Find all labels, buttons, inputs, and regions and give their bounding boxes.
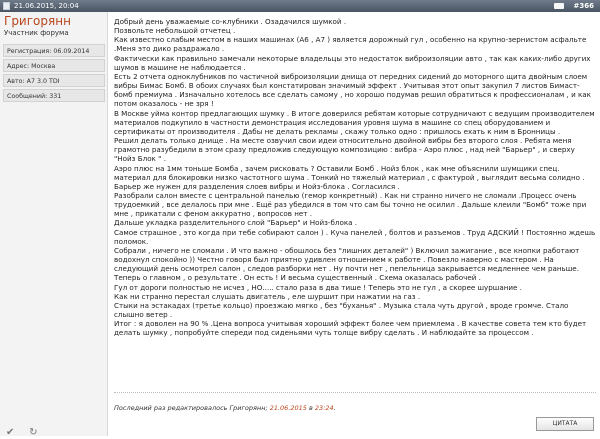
reply-icon[interactable]: ↻: [29, 427, 38, 438]
post-number-link[interactable]: #366: [573, 2, 594, 10]
quote-button[interactable]: ЦИТАТА: [536, 417, 594, 431]
post-header-bar: [0, 0, 600, 12]
edited-suffix: .: [333, 404, 336, 412]
post-paragraph: Гул от дороги полностью не исчез , НО..... стало раза в два тише ! Теперь это не гул , а скорее шуршание .: [114, 282, 522, 292]
post-paragraph: Аэро плюс на 1мм тоньше Бомба , зачем рисковать ? Оставили Бомб . Нойз блок , как мне объяснили шумщики спец. материал для блокировки низко частотного шума . Тонкий но тяжелый материал , с фактурой , выглядит весьма солидно . Барьер же нужен для разделения слоев вибры и Нойз-блока . Согласился .: [114, 163, 585, 191]
user-address: Адрес: Москва: [3, 59, 105, 72]
username-link[interactable]: Григорянн: [4, 14, 71, 28]
edited-note: [114, 404, 336, 412]
post-paragraph: Самое страшное , это когда при тебе собирают салон ) . Куча панелей , болтов и разъемов . Труд АДСКИЙ ! Постоянно ждешь поломок.: [114, 227, 596, 246]
check-icon[interactable]: ✔: [6, 427, 15, 438]
post-paragraph: Добрый день уважаемые со-клубники . Озадачился шумкой .: [114, 17, 347, 26]
post-paragraph: Разобрали салон вместе с центральной панелью (гемор конкретный) . Как ни странно ничего не сломали .Процесс очень трудоемкий , все делалось при мне . Ещё раз убедился в том что сам бы точно не осилил . Дальше клеили "Бомб" тоже при мне , прикатали с феном аккуратно , вопросов нет .: [114, 190, 587, 219]
edited-date: 21.06.2015: [269, 404, 307, 412]
post-paragraph: Стыки на эстакадах (третье кольцо) проезжаю мягко , без "буханья" . Музыка стала чуть другой , вроде громче. Стало слышно ветер .: [114, 300, 569, 319]
post-paragraph: Позвольте небольшой отчетец .: [114, 26, 236, 36]
edited-time: 23:24: [314, 404, 334, 412]
post-paragraph: Есть 2 отчета одноклубников по частичной виброизоляции днища от передних сидений до моторного щита двойным слоем вибры Бимас Бомб. В обоих случаях был констатирован значимый эффект . Учитывая этот опыт закупил 7 листов Бимаст-бомб премиума . Изначально хотелось все сделать самому , но хорошо подумав решил обратиться к профессионалам , и как потом оказалось - не зря !: [114, 71, 591, 109]
post-paragraph: Как ни странно перестал слушать двигатель , еле шуршит при нажатии на газ .: [114, 291, 421, 301]
flag-icon[interactable]: [554, 3, 564, 9]
edited-prefix: Последний раз редактировалось Григорянн;: [114, 404, 270, 412]
post-paragraph: Теперь о главном , о результате . Он есть ! И весьма существенный . Схема оказалась рабочей .: [114, 273, 481, 283]
user-role: Участник форума: [4, 29, 69, 37]
post-paragraph: Решил делать только днище . На месте озвучил свои идеи относительно двойной вибры без второго слоя . Ребята меня грамотно разубедили в этом сразу предложив следующую композицию : вибра - Аэро плюс , над ней "Барьер" , и сверху "Нойз Блок " .: [114, 136, 575, 164]
post-divider: [114, 392, 596, 394]
post-paragraph: Фактически как правильно замечали некоторые владельцы это недостаток виброизоляции авто , так как каких-либо других шумов в машине не наблюдается .: [114, 53, 591, 72]
user-message-count: Сообщений: 331: [3, 89, 105, 102]
edited-mid: в: [306, 404, 315, 412]
post-date: 21.06.2015, 20:04: [14, 2, 79, 10]
post-action-icons: [6, 420, 47, 439]
post-paragraph: Собрали , ничего не сломали . И что важно - обошлось без "лишних деталей" ) Включил зажигание , все кнопки работают водохнул спокойно )) Честно говоря был приятно удивлен отношением к работе . Повезло наверно с мастером . На следующий день осмотрел салон , следов разборки нет . Ну почти нет , пепельница закрывается медленнее чем раньше.: [114, 245, 580, 274]
post-body: [114, 17, 596, 396]
document-icon: [3, 2, 10, 10]
user-car: Авто: A7 3.0 TDI: [3, 74, 105, 87]
post-paragraph: Дальше укладка разделительного слой "Барьер" и Нойз-блока .: [114, 218, 358, 228]
post-paragraph: Итог : я доволен на 90 % .Цена вопроса учитывая хороший эффект более чем приемлема . В качестве совета тем кто будет делать шумку , попробуйте спереди под сиденьями чуть толще вибру сделать . И наблюдайте за процессом .: [114, 319, 587, 338]
user-registration: Регистрация: 06.09.2014: [3, 44, 105, 57]
post-paragraph: Как известно слабым местом в наших машинах (A6 , A7 ) является дорожный гул , особенно на крупно-зернистом асфальте .Меня это дико раздражало .: [114, 35, 587, 54]
user-sidebar: [0, 12, 108, 436]
post-paragraph: В Москве уйма контор предлагающих шумку . В итоге доверился ребятам которые сотрудничают с ведущим производителем материалов подкупило в частности демонстрация исследования уровня шума в машине со спец оборудованием и сертификаты от производителя . Дабы не делать рекламы , скажу только одно : пришлось ехать к ним в Бронницы .: [114, 108, 595, 136]
